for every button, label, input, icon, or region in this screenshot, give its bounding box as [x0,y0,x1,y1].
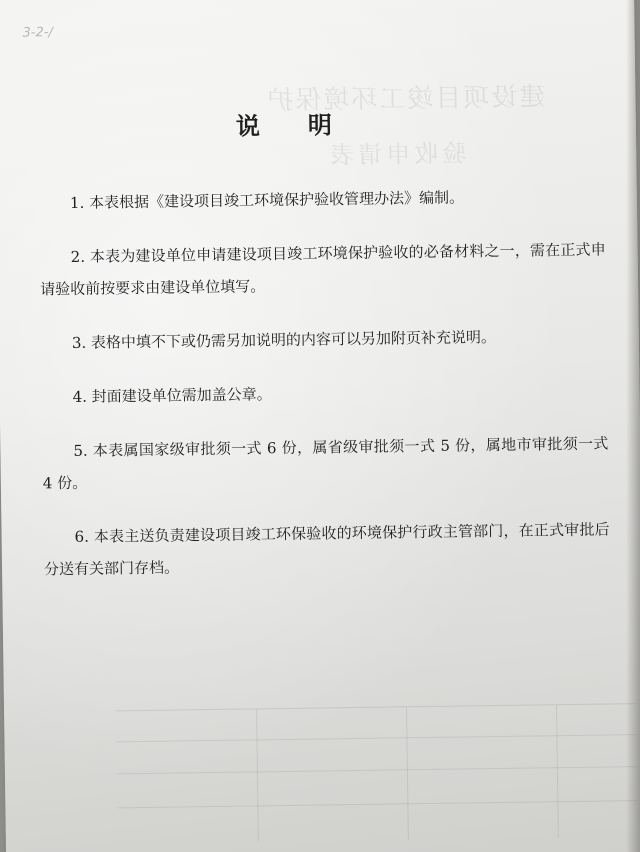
bleed-through-subheading: 验收申请表 [326,139,467,170]
instructions-body [39,179,611,607]
instruction-item-2: 2. 本表为建设单位申请建设项目竣工环境保护验收的必备材料之一，需在正式申请验收前按要求由建设单位填写。 [40,240,606,299]
bleed-through-table [116,703,638,843]
page-title: 说明 [235,109,381,141]
paper-right-shadow [626,0,640,852]
instruction-item-3: 3. 表格中填不下或仍需另加说明的内容可以另加附页补充说明。 [71,328,497,352]
bleed-through-heading: 建设项目竣工环境保护 [265,82,546,117]
instruction-item-1: 1. 本表根据《建设项目竣工环境保护验收管理办法》编制。 [69,188,465,212]
handwritten-page-mark: 3-2-/ [22,25,53,41]
instruction-item-6: 6. 本表主送负责建设项目竣工环保验收的环境保护行政主管部门，在正式审批后分送有关部门存档。 [43,520,610,579]
instruction-item-4: 4. 封面建设单位需加盖公章。 [72,385,272,406]
instruction-item-5: 5. 本表属国家级审批须一式 6 份，属省级审批须一式 5 份，属地市审批须一式 4 份。 [42,434,609,493]
